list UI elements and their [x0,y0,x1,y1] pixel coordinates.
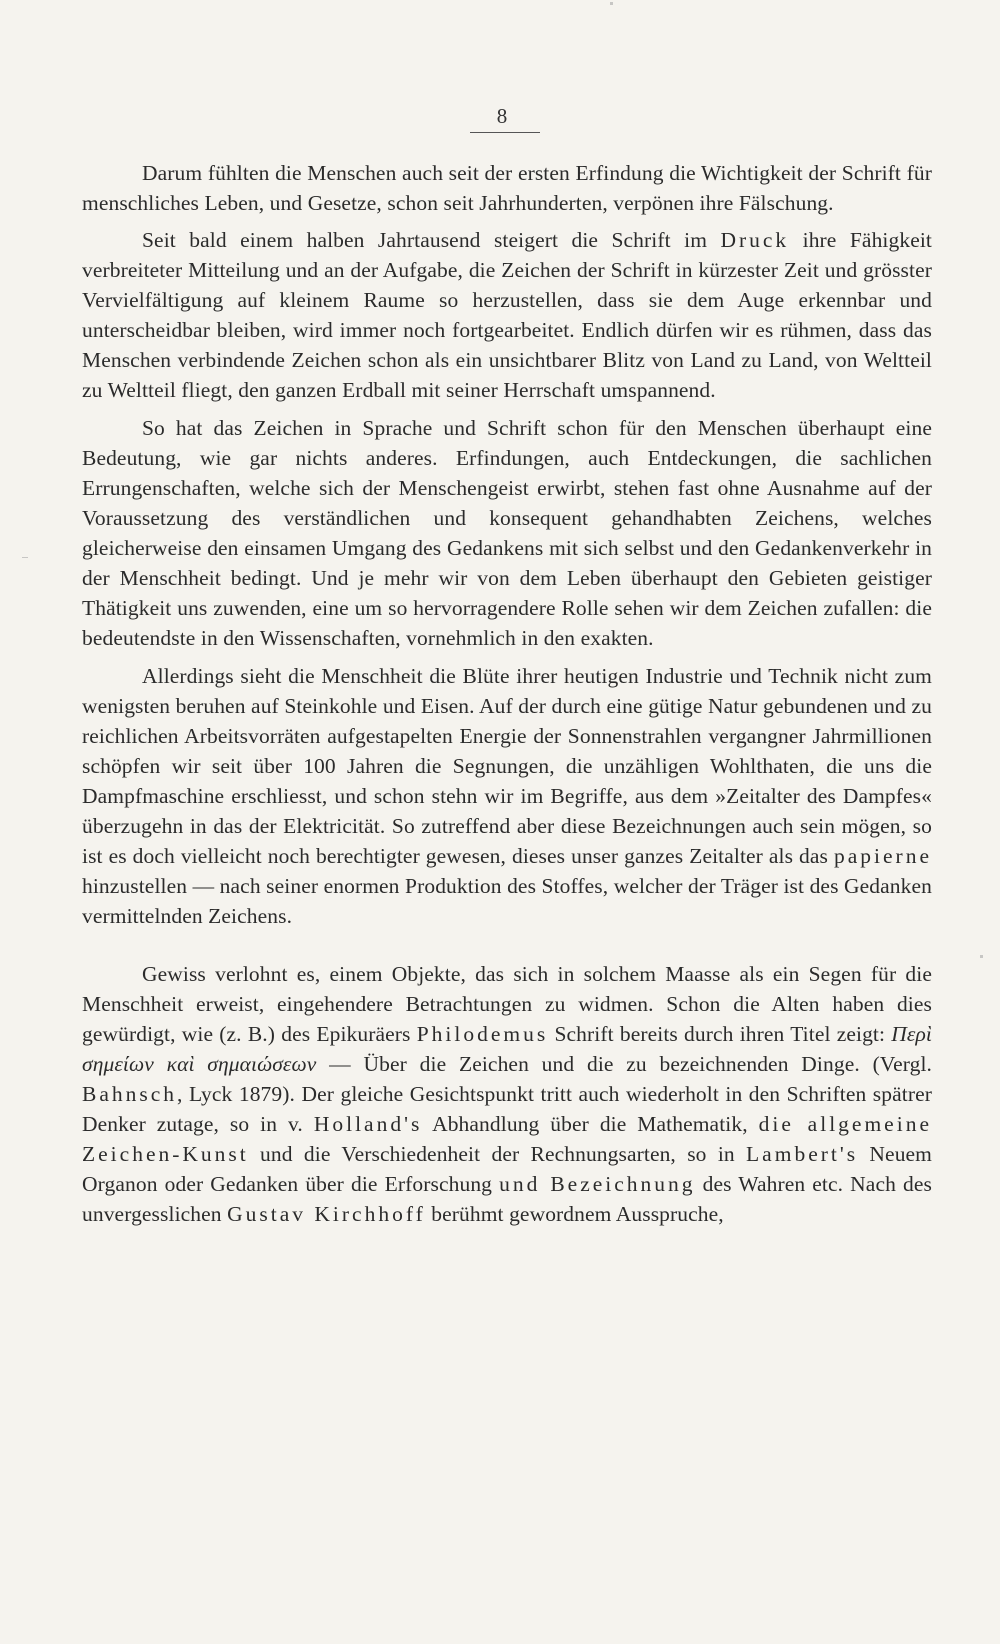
emphasis-papierne: papierne [833,844,932,868]
emphasis-bezeichnung: und Bezeichnung [499,1172,696,1196]
paragraph-3-text: So hat das Zeichen in Sprache und Schrift schon für den Menschen überhaupt eine Bedeutung, wie gar nichts anderes. Erfindungen, auch Entdeckungen, die sachlichen Errungenschaften, welche sich der Menschengeist erwirbt, stehen fast ohne Ausnahme auf der Voraussetzung des verständlichen und konsequent gehandhabten Zeichens, welches gleicherweise den einsamen Umgang des Gedankens mit sich selbst und den Gedankenverkehr in der Menschheit bedingt. Und je mehr wir von dem Leben überhaupt den Gebieten geistiger Thätigkeit uns zuwenden, eine um so hervorragendere Rolle sehen wir dem Zeichen zufallen: die bedeutendste in den Wissenschaften, vornehmlich in den exakten. [82,416,932,650]
paragraph-2-text-b: ihre Fähigkeit verbreiteter Mitteilung und an der Aufgabe, die Zeichen der Schrift in kürzester Zeit und grösster Vervielfältigung auf kleinem Raume so herzustellen, dass sie dem Auge erkennbar und unterscheidbar bleiben, wird immer noch fortgearbeitet. Endlich dürfen wir es rühmen, dass das Menschen verbindende Zeichen schon als ein unsichtbarer Blitz von Land zu Land, von Weltteil zu Weltteil fliegt, den ganzen Erdball mit seiner Herrschaft umspannend. [82,228,932,402]
paragraph-5-text-h: des Wahren etc. Nach des unvergesslichen [82,1172,932,1226]
paragraph-3 [82,413,932,653]
emphasis-kirchhoff: Gustav Kirchhoff [227,1202,426,1226]
emphasis-zeichen-kunst: die allgemeine Zeichen-Kunst [82,1112,932,1166]
paragraph-5-text-e: Abhandlung über die Mathematik, [422,1112,759,1136]
paragraph-5-text-a: Gewiss verlohnt es, einem Objekte, das sich in solchem Maasse als ein Segen für die Menschheit erweist, eingehendere Betrachtungen zu widmen. Schon die Alten haben dies gewürdigt, wie (z. B.) des Epikuräers [82,962,932,1046]
emphasis-druck: Druck [720,228,790,252]
emphasis-philodemus: Philodemus [416,1022,549,1046]
emphasis-holland: Holland's [313,1112,423,1136]
paragraph-5-text-f: und die Verschiedenheit der Rechnungsarten, so in [248,1142,747,1166]
greek-title: Περὶ σημείων καὶ σημαιώσεων [82,1022,932,1076]
paragraph-1-text: Darum fühlten die Menschen auch seit der ersten Erfindung die Wichtigkeit der Schrift für menschliches Leben, und Gesetze, schon seit Jahrhunderten, verpönen ihre Fälschung. [82,161,932,215]
paragraph-2 [82,225,932,405]
paragraph-5-text-i: berühmt gewordnem Ausspruche, [425,1202,724,1226]
paragraph-5 [82,959,932,1229]
paragraph-5-text-g: Neuem Organon oder Gedanken über die Erforschung [82,1142,933,1196]
paragraph-5-text-c: — Über die Zeichen und die zu bezeichnenden Dinge. (Vergl. [316,1052,932,1076]
paragraph-4-text-b: hinzustellen — nach seiner enormen Produktion des Stoffes, welcher der Träger ist des Gedanken vermittelnden Zeichens. [82,874,932,928]
scan-speck-top [610,2,613,5]
body-text [82,158,932,1229]
page-number-rule [470,132,540,133]
paragraph-4-text-a: Allerdings sieht die Menschheit die Blüte ihrer heutigen Industrie und Technik nicht zum wenigsten beruhen auf Steinkohle und Eisen. Auf der durch eine gütige Natur gebundenen und zu reichlichen Arbeitsvorräten aufgestapelten Energie der Sonnenstrahlen vergangner Jahrmillionen schöpfen wir seit über 100 Jahren die Segnungen, die unzähligen Wohlthaten, die uns die Dampfmaschine erschliesst, und schon stehn wir im Begriffe, aus dem »Zeitalter des Dampfes« überzugehn in das der Elektricität. So zutreffend aber diese Bezeichnungen auch sein mögen, so ist es doch vielleicht noch berechtigter gewesen, dieses unser ganzes Zeitalter als das [82,664,932,868]
page-number: 8 [496,104,508,128]
scan-speck-right [980,955,983,958]
paragraph-5-text-b: Schrift bereits durch ihren Titel zeigt: [548,1022,892,1046]
paragraph-2-text-a: Seit bald einem halben Jahrtausend steigert die Schrift im [142,228,721,252]
paragraph-1 [82,158,932,218]
emphasis-bahnsch: Bahnsch [82,1082,178,1106]
scan-speck-left [22,557,28,558]
paragraph-5-text-d: , Lyck 1879). Der gleiche Gesichtspunkt tritt auch wiederholt in den Schriften spätrer Denker zutage, so in v. [82,1082,932,1136]
paragraph-4 [82,661,932,931]
emphasis-lambert: Lambert's [746,1142,859,1166]
